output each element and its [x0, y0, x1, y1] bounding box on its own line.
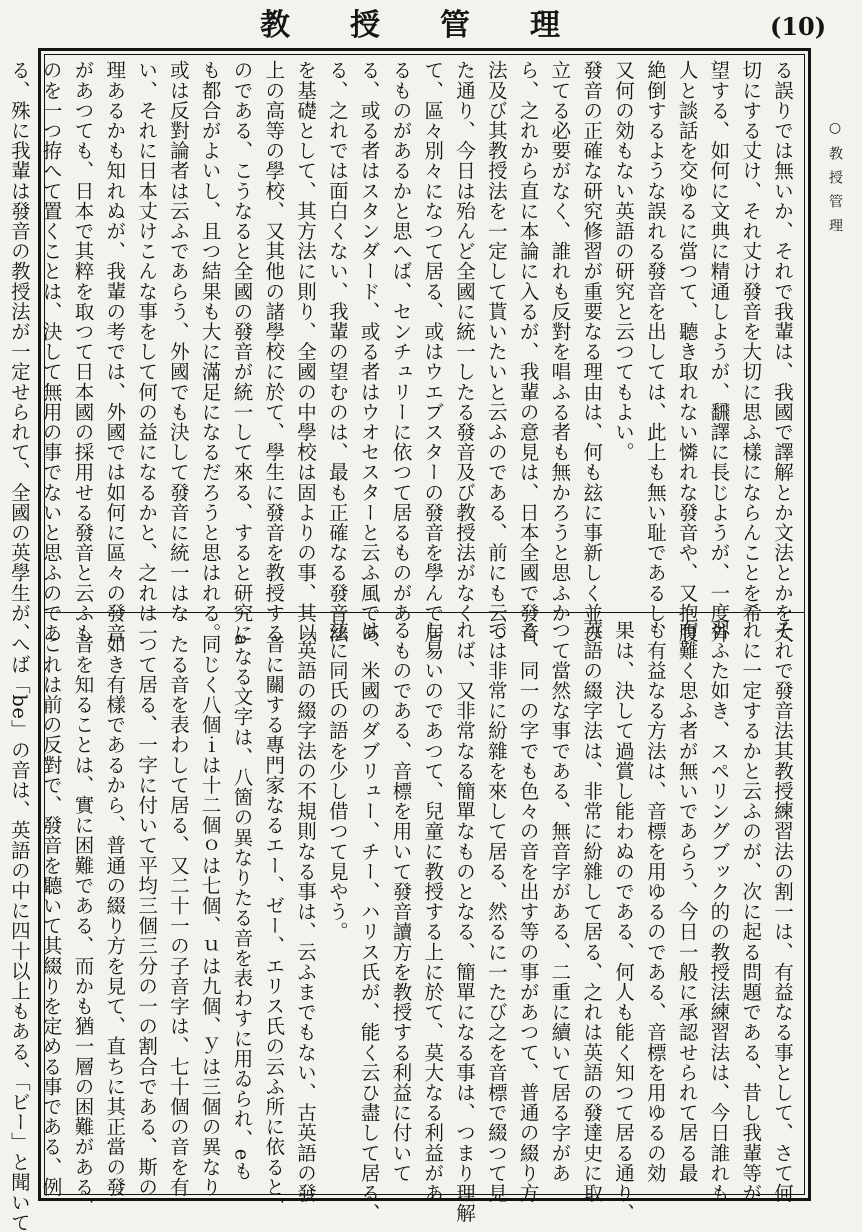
text-line: 理あるかも知れぬが、我輩の考では、外國では如何に區々の發音 — [103, 60, 127, 643]
text-line: る、或る者はスタンダード、或る者はウオセスターと云ふ風であ — [357, 60, 381, 643]
text-section-upper — [7, 60, 798, 643]
text-line: 有難く思ふ者が無いであらう、今日一般に承認せられて居る最 — [675, 620, 699, 1183]
text-line: のを一つ拵へて置くことは、決して無用の事でないと思ふのであ — [39, 60, 63, 643]
text-line: る誤りでは無いか、それで我輩は、我國で譯解とか文法とかを大 — [771, 60, 794, 643]
side-running-label: ○教授管理 — [827, 120, 843, 242]
text-line: る、同一の字でも色々の音を出す等の事があつて、普通の綴り方 — [516, 620, 540, 1203]
text-line: し易いのであつて、兒童に教授する上に於て、莫大なる利益があ — [421, 620, 445, 1203]
quote-line — [0, 620, 3, 1188]
section-divider — [44, 612, 805, 613]
text-line: 絶倒するような誤れる發音を出しては、此上も無い耻であるし、 — [643, 60, 667, 643]
quote-line: へば「be」の音は、英語の中に四十以上もある、「ビー」と聞いて — [7, 634, 31, 1232]
text-line: る、之れでは面白くない、我輩の望むのは、最も正確なる發音法 — [325, 60, 349, 643]
quote-line: 音を知ることは、實に困難である、而かも猶一層の困難がある、 — [71, 634, 95, 1217]
text-line: つて當然な事である、無音字がある、二重に續いて居る字があ — [548, 620, 572, 1183]
quote-line: aなる文字は、八箇の異なりたる音を表わすに用ゐられ、eも — [230, 634, 254, 1181]
text-line: があつても、日本で其粹を取つて日本國の採用せる發音と云ふも — [71, 60, 95, 643]
text-line: 玆に同氏の語を少し借つて見やう。 — [325, 620, 349, 942]
text-line: では非常に紛雜を來して居る、然るに一たび之を音標で綴つて見 — [484, 620, 508, 1203]
text-line: れに一定するかと云ふのが、次に起る問題である、昔し我輩等が — [739, 620, 763, 1203]
quote-line: 如き有樣であるから、普通の綴り方を見て、直ちに其正當の發 — [103, 634, 127, 1197]
page-number: (10) — [770, 12, 827, 41]
text-line: 立てる必要がなく、誰れも反對を唱ふる者も無かろうと思ふか — [548, 60, 572, 623]
text-line: それで發音法其教授練習法の割一は、有益なる事として、さて何 — [771, 620, 794, 1203]
text-line: 發音の正確な研究修習が重要なる理由は、何も玆に事新しく並び — [580, 60, 604, 643]
quote-line: 音に關する專門家なるエー、ゼー、エリス氏の云ふ所に依ると、 — [262, 634, 286, 1217]
text-line: 法及び其教授法を一定して貰いたいと云ふのである、前にも云つ — [484, 60, 508, 643]
text-line: 果は、決して過賞し能わぬのである、何人も能く知つて居る通り、 — [612, 620, 636, 1223]
text-line: 切にする丈け、それ丈け發音を大切に思ふ樣にならんことを希 — [739, 60, 763, 623]
quote-line: つて居る、一字に付いて平均三個三分の一の割合である、斯の — [135, 634, 159, 1197]
text-line: て、區々別々になつて居る、或はウエブスターの發音を學んで居 — [421, 60, 445, 643]
text-line: る、殊に我輩は發音の教授法が一定せられて、全國の英學生が、 — [7, 60, 31, 643]
text-line: 或は反對論者は云ふであらう、外國でも決して發音に統一はな — [166, 60, 190, 623]
text-line: も有益なる方法は、音標を用ゆるのである、音標を用ゆるの効 — [643, 620, 667, 1183]
text-line: れば、又非常なる簡單なものとなる、簡單になる事は、つまり理解 — [453, 620, 477, 1223]
text-line: も都合がよいし、且つ結果も大に滿足になるだろうと思はれる。 — [198, 60, 222, 643]
text-line: 上の高等の學校、又其他の諸學校に於て、學生に發音を教授する — [262, 60, 286, 643]
quote-line: これは前の反對で、發音を聽いて其綴りを定める事である、例 — [39, 634, 63, 1197]
text-line: ら、之れから直に本論に入るが、我輩の意見は、日本全國で發音 — [516, 60, 540, 643]
quote-line: 同じく八個ｉは十二個ｏは七個、ｕは九個、ｙは三個の異なり — [198, 634, 222, 1197]
quote-line: たる音を表わして居る、又二十一の子音字は、七十個の音を有 — [166, 634, 190, 1197]
text-line: 人と談話を交ゆるに當つて、聽き取れない憐れな發音や、又抱腹 — [675, 60, 699, 643]
text-line: 習ふた如き、スペリングブック的の教授法練習法は、今日誰れも — [707, 620, 731, 1203]
text-line: を基礎として、其方法に則り、全國の中學校は固よりの事、其以 — [294, 60, 318, 643]
page-title: 教授管理 — [260, 8, 620, 43]
text-line: た通り、今日は殆んど全國に統一したる發音及び教授法がなく — [453, 60, 477, 623]
text-line: るものである、音標を用いて發音讀方を教授する利益に付いて — [389, 620, 413, 1183]
text-line: のである、こうなると全國の發音が統一して來る、すると研究に — [230, 60, 254, 643]
text-line: い、それに日本丈けこんな事をして何の益になるかと、之れは一 — [135, 60, 159, 643]
text-line: は、米國のダブリュー、チー、ハリス氏が、能く云ひ盡して居る、 — [357, 620, 381, 1223]
text-line: るものがあるかと思へば、センチュリーに依つて居るものがあ — [389, 60, 413, 623]
text-line: 英語の綴字法は、非常に紛雜して居る、之れは英語の發達史に取 — [580, 620, 604, 1203]
text-line — [0, 60, 3, 608]
text-line: 又何の効もない英語の研究と云つてもよい。 — [612, 60, 636, 462]
text-section-lower — [7, 620, 798, 1232]
quote-line: 『英語の綴字法の不規則なる事は、云ふまでもない、古英語の發 — [294, 620, 318, 1203]
text-line: 望する、如何に文典に精通しようが、飜譯に長じようが、一度外 — [707, 60, 731, 643]
